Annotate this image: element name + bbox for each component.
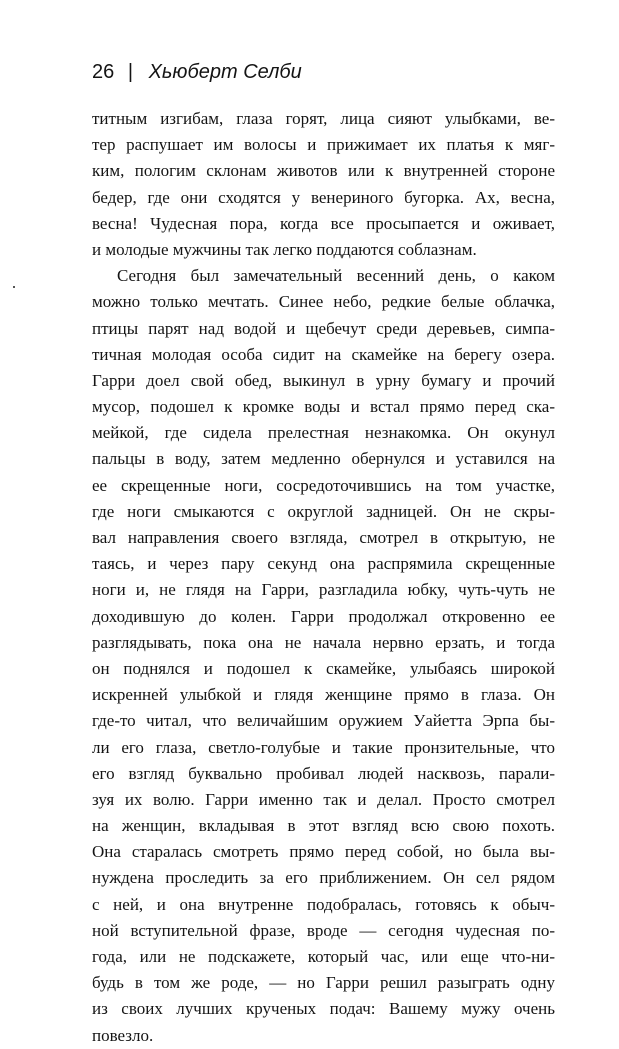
text-line: Гарри доел свой обед, выкинул в урну бумагу и прочий	[92, 370, 555, 390]
text-line: Она старалась смотреть прямо перед собой, но была вы-	[92, 842, 555, 862]
author-name: Хьюберт Селби	[148, 61, 302, 83]
text-line: доходившую до колен. Гарри продолжал откровенно ее	[92, 606, 555, 626]
text-line: титным изгибам, глаза горят, лица сияют улыбками, ве-	[92, 109, 555, 128]
text-line: пальцы в воду, затем медленно обернулся и уставился на	[92, 449, 555, 469]
text-line: можно только мечтать. Синее небо, редкие белые облачка,	[92, 292, 555, 312]
text-line: на женщин, вкладывая в этот взгляд всю свою похоть.	[92, 816, 555, 836]
text-line: ноги и, не глядя на Гарри, разгладила юбку, чуть-чуть не	[92, 580, 555, 600]
header-separator: |	[127, 61, 134, 83]
running-header	[92, 60, 302, 84]
text-line: бедер, где они сходятся у венериного бугорка. Ах, весна,	[92, 187, 555, 207]
scan-speck	[13, 286, 15, 288]
text-body	[92, 106, 555, 1049]
text-line: Сегодня был замечательный весенний день, о каком	[117, 266, 555, 286]
text-line: весна! Чудесная пора, когда все просыпается и оживает,	[92, 213, 555, 233]
text-line: с ней, и она внутренне подобралась, готовясь к обыч-	[92, 894, 555, 914]
text-line: мейкой, где сидела прелестная незнакомка. Он окунул	[92, 423, 555, 443]
text-line: искренней улыбкой и глядя женщине прямо в глаза. Он	[92, 685, 555, 705]
text-line: таясь, и через пару секунд она распрямила скрещенные	[92, 554, 555, 574]
text-line: из своих лучших крученых подач: Вашему мужу очень	[92, 999, 555, 1019]
text-line: тер распушает им волосы и прижимает их платья к мяг-	[92, 135, 555, 155]
text-line: его взгляд буквально пробивал людей насквозь, парали-	[92, 763, 555, 783]
text-line: ной вступительной фразе, вроде — сегодня чудесная по-	[92, 920, 555, 940]
paragraph	[92, 263, 555, 1049]
page-number: 26	[92, 61, 115, 83]
text-line: нуждена проследить за его приближением. Он сел рядом	[92, 868, 555, 888]
text-line: вал направления своего взгляда, смотрел в открытую, не	[92, 528, 555, 547]
text-line: он поднялся и подошел к скамейке, улыбаясь широкой	[92, 658, 555, 678]
text-line: мусор, подошел к кромке воды и встал прямо перед ска-	[92, 397, 555, 417]
text-line: будь в том же роде, — но Гарри решил разыграть одну	[92, 973, 555, 993]
text-line: ли его глаза, светло-голубые и такие пронзительные, что	[92, 737, 555, 757]
text-line: птицы парят над водой и щебечут среди деревьев, симпа-	[92, 318, 555, 338]
text-line: где-то читал, что величайшим оружием Уайетта Эрпа бы-	[92, 711, 555, 731]
text-line: ее скрещенные ноги, сосредоточившись на том участке,	[92, 475, 555, 495]
paragraph	[92, 106, 555, 263]
text-line: разглядывать, пока она не начала нервно ерзать, и тогда	[92, 632, 555, 652]
text-line: ким, пологим склонам животов или к внутренней стороне	[92, 161, 555, 181]
text-line: где ноги смыкаются с округлой задницей. Он не скры-	[92, 501, 555, 521]
text-line: тичная молодая особа сидит на скамейке на берегу озера.	[92, 344, 555, 364]
text-line: и молодые мужчины так легко поддаются соблазнам.	[92, 239, 477, 259]
text-line: повезло.	[92, 1025, 154, 1045]
text-line: года, или не подскажете, который час, или еще что-ни-	[92, 947, 555, 966]
text-line: зуя их волю. Гарри именно так и делал. Просто смотрел	[92, 789, 555, 809]
